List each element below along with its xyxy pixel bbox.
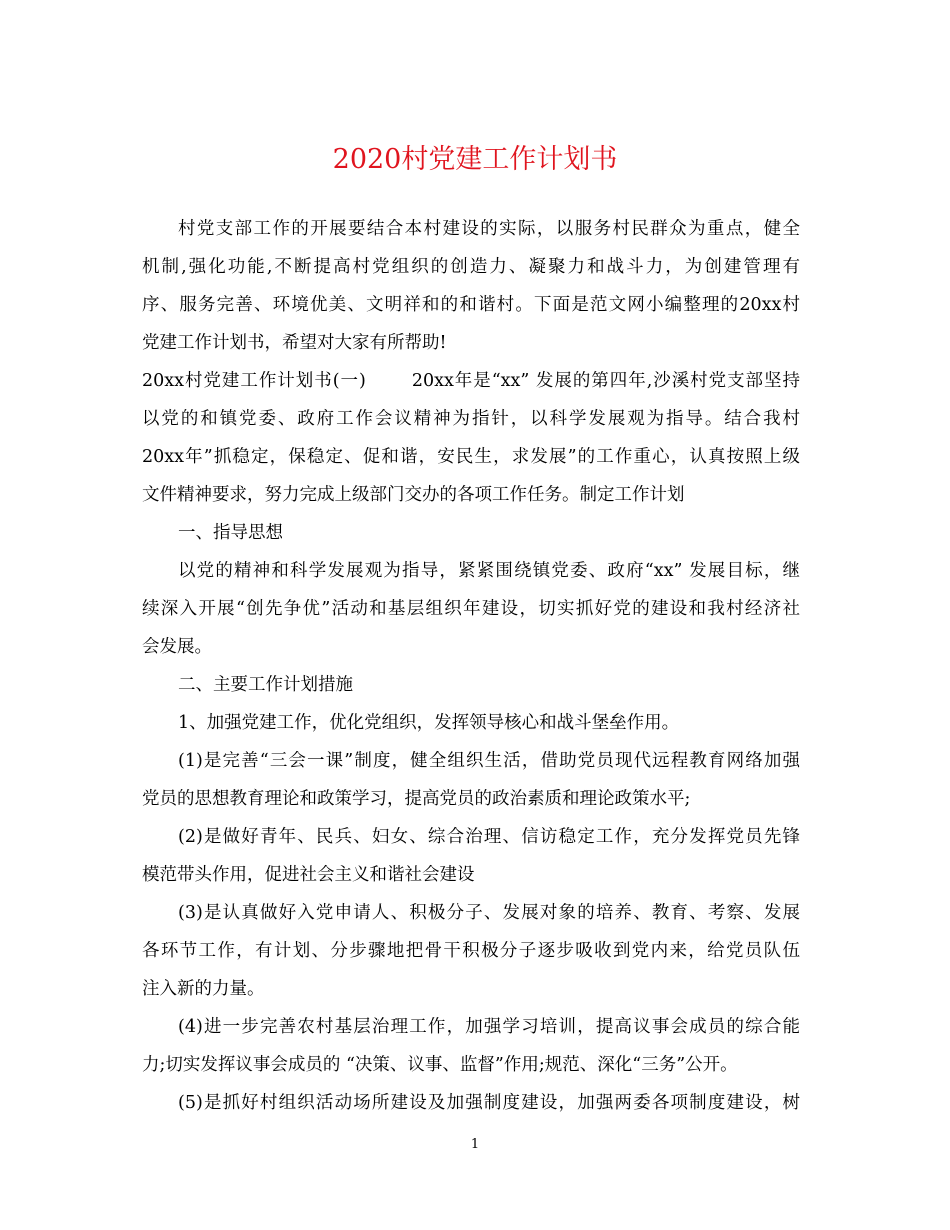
body-line: 注入新的力量。 (142, 979, 265, 999)
body-line: 村党支部工作的开展要结合本村建设的实际，以服务村民群众为重点，健全 (178, 219, 800, 239)
body-line: 党员的思想教育理论和政策学习，提高党员的政治素质和理论政策水平; (142, 789, 691, 809)
body-line-mixed (142, 362, 800, 400)
body-line: 会发展。 (142, 637, 212, 657)
page-number: 1 (470, 1137, 480, 1152)
section-heading: 二、主要工作计划措施 (178, 675, 353, 695)
body-line: (4)进一步完善农村基层治理工作，加强学习培训，提高议事会成员的综合能 (178, 1017, 800, 1037)
body-line: (1)是完善“三会一课”制度，健全组织生活，借助党员现代远程教育网络加强 (178, 751, 800, 771)
body-line: (5)是抓好村组织活动场所建设及加强制度建设，加强两委各项制度建设，树 (178, 1093, 800, 1113)
body-line: 1、加强党建工作，优化党组织，发挥领导核心和战斗堡垒作用。 (178, 713, 680, 733)
body-line: 文件精神要求，努力完成上级部门交办的各项工作任务。制定工作计划 (142, 485, 685, 505)
body-line: 力;切实发挥议事会成员的 “决策、议事、监督”作用;规范、深化“三务”公开。 (142, 1055, 738, 1075)
body-line: 以党的和镇党委、政府工作会议精神为指针，以科学发展观为指导。结合我村 (142, 409, 800, 429)
body-line: 以党的精神和科学发展观为指导，紧紧围绕镇党委、政府“xx” 发展目标，继 (178, 561, 800, 581)
body-line: 各环节工作，有计划、分步骤地把骨干积极分子逐步吸收到党内来，给党员队伍 (142, 941, 800, 961)
body-text-segment: 20xx年是“xx” 发展的第四年,沙溪村党支部坚持 (411, 371, 800, 391)
body-line: (2)是做好青年、民兵、妇女、综合治理、信访稳定工作，充分发挥党员先锋 (178, 827, 800, 847)
document-body (142, 210, 800, 1122)
section-heading: 20xx村党建工作计划书(一) (142, 371, 366, 391)
body-line: 党建工作计划书，希望对大家有所帮助! (142, 333, 447, 353)
body-line: 序、服务完善、环境优美、文明祥和的和谐村。下面是范文网小编整理的20xx村 (142, 295, 800, 315)
section-heading: 一、指导思想 (178, 523, 283, 543)
body-line: 续深入开展“创先争优”活动和基层组织年建设，切实抓好党的建设和我村经济社 (142, 599, 800, 619)
body-line: (3)是认真做好入党申请人、积极分子、发展对象的培养、教育、考察、发展 (178, 903, 800, 923)
document-title: 2020村党建工作计划书 (332, 144, 618, 175)
body-line: 20xx年”抓稳定，保稳定、促和谐，安民生，求发展”的工作重心，认真按照上级 (142, 447, 800, 467)
body-line: 模范带头作用，促进社会主义和谐社会建设 (142, 865, 475, 885)
body-line: 机制,强化功能,不断提高村党组织的创造力、凝聚力和战斗力，为创建管理有 (142, 257, 800, 277)
